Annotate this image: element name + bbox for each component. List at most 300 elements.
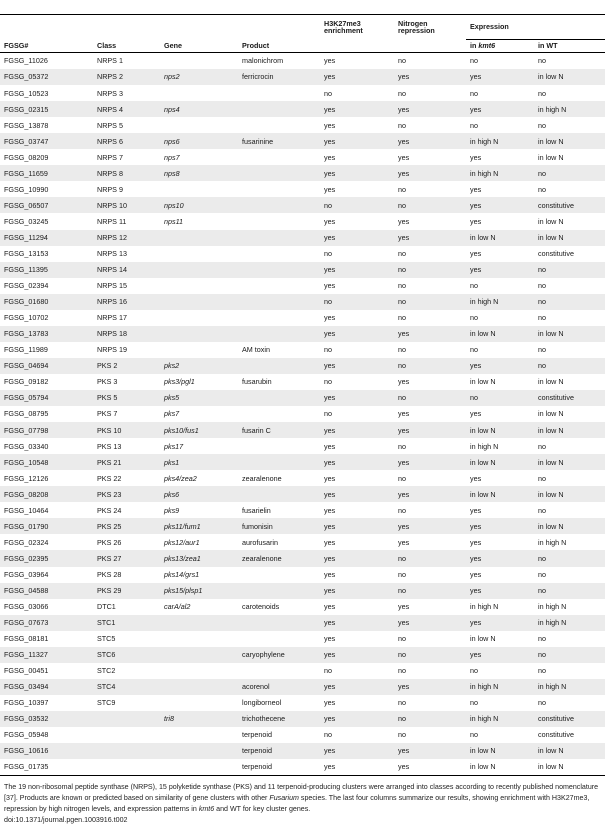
- cell-product: [238, 567, 320, 583]
- cell-product: [238, 85, 320, 101]
- table-row: [0, 326, 605, 342]
- cell-gene: pks10/fus1: [160, 422, 238, 438]
- cell-h3k27me3: no: [324, 345, 332, 355]
- header-expression: Expression: [466, 15, 605, 40]
- cell-expression-wt: in high N: [534, 615, 605, 631]
- cell-class: NRPS 11: [97, 216, 127, 226]
- cell-nitrogen: no: [398, 634, 406, 644]
- cell-h3k27me3: no: [324, 88, 332, 98]
- cell-h3k27me3: no: [324, 409, 332, 419]
- cell-expression-kmt6: yes: [466, 358, 534, 374]
- cell-class: NRPS 17: [97, 313, 127, 323]
- cell-expression-kmt6: in high N: [470, 441, 499, 451]
- cell-gene: carA/al2: [164, 602, 191, 612]
- cell-h3k27me3: yes: [320, 454, 394, 470]
- cell-class: NRPS 14: [93, 262, 160, 278]
- table-row: [0, 663, 605, 679]
- cell-product: [238, 213, 320, 229]
- cell-fgsg: FGSG_03066: [4, 602, 49, 612]
- cell-expression-kmt6: in low N: [466, 759, 534, 776]
- cell-expression-kmt6: in low N: [466, 743, 534, 759]
- cell-expression-kmt6: yes: [466, 583, 534, 599]
- cell-gene: [160, 117, 238, 133]
- table-row: [0, 470, 605, 486]
- cell-gene: pks14/grs1: [164, 569, 200, 579]
- cell-class: PKS 28: [97, 569, 122, 579]
- cell-product: [238, 406, 320, 422]
- cell-class: [93, 727, 160, 743]
- cell-h3k27me3: yes: [320, 583, 394, 599]
- cell-expression-wt: in low N: [538, 216, 564, 226]
- cell-fgsg: FGSG_03494: [0, 679, 93, 695]
- cell-expression-wt: in low N: [534, 69, 605, 85]
- cell-h3k27me3: yes: [320, 647, 394, 663]
- cell-h3k27me3: yes: [320, 69, 394, 85]
- cell-expression-wt: no: [534, 583, 605, 599]
- cell-nitrogen: no: [398, 730, 406, 740]
- cell-fgsg: FGSG_05948: [4, 730, 49, 740]
- cell-class: PKS 2: [93, 358, 160, 374]
- cell-h3k27me3: yes: [324, 634, 336, 644]
- cell-expression-kmt6: yes: [470, 505, 482, 515]
- cell-nitrogen: yes: [394, 101, 466, 117]
- cell-fgsg: FGSG_10548: [0, 454, 93, 470]
- table-row: [0, 518, 605, 534]
- cell-fgsg: FGSG_03340: [4, 441, 49, 451]
- header-in-kmt6: in kmt6: [466, 40, 534, 53]
- cell-fgsg: FGSG_01735: [0, 759, 93, 776]
- cell-expression-wt: in low N: [538, 409, 564, 419]
- cell-expression-kmt6: in low N: [466, 326, 534, 342]
- cell-gene: [160, 262, 238, 278]
- table-row: [0, 278, 605, 294]
- cell-gene: [160, 278, 238, 294]
- cell-expression-kmt6: yes: [470, 409, 482, 419]
- cell-expression-kmt6: yes: [470, 537, 482, 547]
- table-row: [0, 743, 605, 759]
- cell-class: NRPS 6: [93, 133, 160, 149]
- table-row: [0, 583, 605, 599]
- cell-fgsg: FGSG_07673: [0, 615, 93, 631]
- cell-class: [93, 711, 160, 727]
- cell-expression-kmt6: no: [470, 56, 478, 66]
- cell-h3k27me3: no: [324, 248, 332, 258]
- table-row: [0, 438, 605, 454]
- cell-fgsg: FGSG_03964: [4, 569, 49, 579]
- cell-expression-wt: in low N: [534, 326, 605, 342]
- cell-expression-wt: in high N: [534, 101, 605, 117]
- cell-expression-wt: in low N: [534, 743, 605, 759]
- cell-expression-kmt6: yes: [470, 216, 482, 226]
- cell-product: AM toxin: [242, 345, 270, 355]
- cell-product: [238, 486, 320, 502]
- cell-nitrogen: yes: [394, 486, 466, 502]
- table-row: [0, 197, 605, 213]
- cell-h3k27me3: yes: [324, 184, 336, 194]
- cell-h3k27me3: yes: [324, 698, 336, 708]
- cell-nitrogen: no: [394, 390, 466, 406]
- cell-h3k27me3: yes: [320, 759, 394, 776]
- table-row: [0, 149, 605, 165]
- cell-class: NRPS 7: [97, 152, 123, 162]
- cell-class: NRPS 15: [97, 281, 127, 291]
- cell-fgsg: FGSG_08208: [0, 486, 93, 502]
- cell-fgsg: FGSG_05794: [0, 390, 93, 406]
- cell-h3k27me3: yes: [320, 422, 394, 438]
- table-row: [0, 631, 605, 647]
- cell-product: [238, 310, 320, 326]
- cell-expression-kmt6: in low N: [470, 634, 496, 644]
- cell-h3k27me3: yes: [324, 569, 336, 579]
- cell-gene: pks1: [160, 454, 238, 470]
- cell-class: NRPS 19: [97, 345, 127, 355]
- table-row: [0, 69, 605, 85]
- cell-h3k27me3: yes: [320, 101, 394, 117]
- cell-expression-kmt6: in low N: [466, 486, 534, 502]
- cell-class: STC9: [97, 698, 116, 708]
- cell-fgsg: FGSG_11294: [0, 230, 93, 246]
- cell-fgsg: FGSG_04694: [0, 358, 93, 374]
- cell-gene: pks11/fum1: [160, 518, 238, 534]
- cell-nitrogen: yes: [394, 165, 466, 181]
- cell-nitrogen: no: [398, 313, 406, 323]
- table-row: [0, 181, 605, 197]
- table-row: [0, 262, 605, 278]
- cell-fgsg: FGSG_01680: [0, 294, 93, 310]
- table-row: [0, 727, 605, 743]
- table-row: [0, 534, 605, 550]
- cell-fgsg: FGSG_09182: [4, 377, 49, 387]
- cell-expression-kmt6: yes: [466, 69, 534, 85]
- cell-product: fusarubin: [242, 377, 272, 387]
- cell-fgsg: FGSG_03747: [0, 133, 93, 149]
- cell-nitrogen: no: [398, 184, 406, 194]
- cell-expression-kmt6: no: [466, 390, 534, 406]
- cell-product: [238, 165, 320, 181]
- cell-expression-wt: no: [538, 569, 546, 579]
- table-row: [0, 390, 605, 406]
- cell-expression-wt: in low N: [534, 454, 605, 470]
- cell-nitrogen: no: [398, 505, 406, 515]
- cell-expression-kmt6: yes: [470, 569, 482, 579]
- cell-product: aurofusarin: [242, 537, 278, 547]
- cell-gene: [160, 230, 238, 246]
- cell-expression-wt: no: [538, 634, 546, 644]
- cell-h3k27me3: yes: [324, 505, 336, 515]
- cell-fgsg: FGSG_08795: [4, 409, 49, 419]
- cell-gene: [160, 679, 238, 695]
- cell-expression-kmt6: in low N: [466, 422, 534, 438]
- table-row: [0, 406, 605, 422]
- cell-class: STC2: [97, 666, 116, 676]
- cell-class: PKS 23: [93, 486, 160, 502]
- cell-h3k27me3: no: [320, 197, 394, 213]
- cell-product: [238, 615, 320, 631]
- cell-fgsg: FGSG_11989: [4, 345, 48, 355]
- cell-class: [93, 759, 160, 776]
- cell-gene: pks7: [164, 409, 180, 419]
- cell-fgsg: FGSG_00451: [4, 666, 49, 676]
- table-row: [0, 101, 605, 117]
- table-row: [0, 85, 605, 101]
- cell-gene: nps10: [160, 197, 238, 213]
- cell-fgsg: FGSG_11659: [0, 165, 93, 181]
- cell-nitrogen: no: [394, 583, 466, 599]
- cell-product: malonichrom: [242, 56, 284, 66]
- cell-product: fusarinine: [238, 133, 320, 149]
- cell-fgsg: FGSG_11395: [0, 262, 93, 278]
- top-band: [0, 0, 605, 14]
- table-row: [0, 342, 605, 358]
- table-row: [0, 550, 605, 566]
- cell-expression-wt: in low N: [534, 422, 605, 438]
- cell-h3k27me3: yes: [324, 602, 336, 612]
- cell-expression-kmt6: no: [470, 281, 478, 291]
- header-class: Class: [93, 40, 160, 53]
- cell-h3k27me3: no: [324, 377, 332, 387]
- cell-nitrogen: no: [398, 666, 406, 676]
- cell-gene: [160, 631, 238, 647]
- cell-nitrogen: no: [398, 441, 406, 451]
- cell-class: PKS 21: [93, 454, 160, 470]
- cell-class: NRPS 1: [97, 56, 123, 66]
- table-header: [0, 15, 605, 53]
- cell-fgsg: FGSG_08209: [4, 152, 49, 162]
- cell-nitrogen: yes: [394, 69, 466, 85]
- cell-gene: pks13/zea1: [160, 550, 238, 566]
- cell-h3k27me3: yes: [320, 133, 394, 149]
- cell-nitrogen: no: [398, 56, 406, 66]
- table-row: [0, 422, 605, 438]
- cell-h3k27me3: yes: [320, 550, 394, 566]
- cell-expression-kmt6: yes: [466, 615, 534, 631]
- cell-h3k27me3: yes: [324, 56, 336, 66]
- cell-fgsg: FGSG_13783: [0, 326, 93, 342]
- cell-fgsg: FGSG_02324: [4, 537, 49, 547]
- cell-product: fusarin C: [238, 422, 320, 438]
- cell-class: STC5: [97, 634, 116, 644]
- cell-class: NRPS 2: [93, 69, 160, 85]
- cell-fgsg: FGSG_01790: [0, 518, 93, 534]
- cell-class: NRPS 9: [97, 184, 123, 194]
- cell-gene: [160, 615, 238, 631]
- cell-class: NRPS 4: [93, 101, 160, 117]
- cell-fgsg: FGSG_07798: [0, 422, 93, 438]
- cell-nitrogen: yes: [398, 152, 410, 162]
- cell-h3k27me3: yes: [324, 537, 336, 547]
- table-row: [0, 117, 605, 133]
- table-row: [0, 294, 605, 310]
- cell-class: PKS 10: [93, 422, 160, 438]
- cell-class: PKS 22: [97, 473, 122, 483]
- cell-nitrogen: yes: [398, 216, 410, 226]
- cell-expression-wt: no: [534, 165, 605, 181]
- cell-product: [238, 390, 320, 406]
- cell-class: PKS 24: [97, 505, 122, 515]
- cell-h3k27me3: yes: [324, 281, 336, 291]
- cell-h3k27me3: no: [324, 666, 332, 676]
- cell-expression-wt: no: [534, 358, 605, 374]
- cell-h3k27me3: yes: [320, 615, 394, 631]
- cell-gene: nps2: [160, 69, 238, 85]
- cell-expression-kmt6: in high N: [466, 133, 534, 149]
- cell-expression-wt: in low N: [538, 377, 564, 387]
- cell-expression-kmt6: in high N: [466, 679, 534, 695]
- table-row: [0, 246, 605, 262]
- table-body: [0, 53, 605, 776]
- cell-class: NRPS 5: [97, 120, 123, 130]
- cell-gene: nps11: [164, 216, 184, 226]
- cell-h3k27me3: yes: [324, 120, 336, 130]
- cell-nitrogen: yes: [398, 602, 410, 612]
- cell-fgsg: FGSG_02315: [0, 101, 93, 117]
- cell-product: [238, 583, 320, 599]
- cell-class: PKS 29: [93, 583, 160, 599]
- cell-gene: [160, 342, 238, 358]
- cell-class: PKS 3: [97, 377, 118, 387]
- table-row: [0, 213, 605, 229]
- cell-h3k27me3: yes: [320, 165, 394, 181]
- cell-product: [238, 326, 320, 342]
- cell-nitrogen: no: [398, 345, 406, 355]
- cell-h3k27me3: no: [324, 730, 332, 740]
- cell-product: [238, 294, 320, 310]
- cell-fgsg: FGSG_08181: [4, 634, 49, 644]
- cell-class: NRPS 8: [93, 165, 160, 181]
- cell-gene: pks5: [160, 390, 238, 406]
- cell-expression-wt: no: [538, 56, 546, 66]
- cell-gene: [160, 727, 238, 743]
- cell-expression-wt: no: [538, 184, 546, 194]
- cell-expression-kmt6: in low N: [466, 230, 534, 246]
- cell-expression-kmt6: yes: [466, 550, 534, 566]
- cell-expression-wt: no: [538, 281, 546, 291]
- cell-h3k27me3: yes: [324, 441, 336, 451]
- cell-product: [238, 262, 320, 278]
- table-row: [0, 53, 605, 70]
- cell-gene: [160, 759, 238, 776]
- cell-fgsg: FGSG_10616: [0, 743, 93, 759]
- header-nitrogen-repression: Nitrogen repression: [394, 15, 466, 40]
- cell-expression-wt: no: [538, 88, 546, 98]
- cell-fgsg: FGSG_11026: [4, 56, 48, 66]
- cell-h3k27me3: yes: [324, 473, 336, 483]
- cell-nitrogen: no: [394, 711, 466, 727]
- cell-product: [238, 358, 320, 374]
- cell-nitrogen: no: [398, 698, 406, 708]
- cell-fgsg: FGSG_03245: [4, 216, 49, 226]
- cell-expression-wt: in low N: [534, 518, 605, 534]
- cell-product: [238, 454, 320, 470]
- cell-expression-wt: no: [538, 313, 546, 323]
- cell-expression-wt: in low N: [534, 230, 605, 246]
- cell-expression-wt: in low N: [534, 133, 605, 149]
- cell-expression-wt: no: [538, 441, 546, 451]
- cell-class: PKS 13: [97, 441, 122, 451]
- table-row: [0, 759, 605, 776]
- cell-gene: pks17: [164, 441, 184, 451]
- table-row: [0, 502, 605, 518]
- cell-class: NRPS 3: [97, 88, 123, 98]
- cell-product: zearalenone: [238, 550, 320, 566]
- cell-expression-kmt6: yes: [466, 262, 534, 278]
- cell-product: [238, 101, 320, 117]
- cell-fgsg: FGSG_10464: [4, 505, 49, 515]
- cell-expression-kmt6: in high N: [466, 165, 534, 181]
- cell-class: STC6: [93, 647, 160, 663]
- cell-expression-wt: no: [534, 647, 605, 663]
- table-row: [0, 711, 605, 727]
- cell-expression-wt: in low N: [534, 486, 605, 502]
- cell-expression-kmt6: yes: [470, 152, 482, 162]
- cell-expression-kmt6: yes: [470, 184, 482, 194]
- caption-doi: doi:10.1371/journal.pgen.1003916.t002: [4, 816, 128, 825]
- cell-gene: pks15/plsp1: [160, 583, 238, 599]
- header-fgsg: FGSG#: [0, 40, 93, 53]
- cell-product: caryophylene: [238, 647, 320, 663]
- cell-expression-wt: constitutive: [538, 730, 574, 740]
- cell-expression-wt: no: [538, 120, 546, 130]
- cell-nitrogen: yes: [394, 518, 466, 534]
- table-row: [0, 647, 605, 663]
- cell-expression-kmt6: yes: [466, 518, 534, 534]
- cell-nitrogen: yes: [394, 743, 466, 759]
- cell-class: PKS 27: [93, 550, 160, 566]
- cell-h3k27me3: yes: [320, 390, 394, 406]
- cell-expression-kmt6: yes: [470, 473, 482, 483]
- table-row: [0, 230, 605, 246]
- cell-nitrogen: yes: [398, 409, 410, 419]
- cell-nitrogen: yes: [394, 759, 466, 776]
- cell-expression-wt: constitutive: [538, 248, 574, 258]
- cell-nitrogen: no: [394, 262, 466, 278]
- cell-gene: [160, 647, 238, 663]
- cell-gene: nps4: [160, 101, 238, 117]
- cell-fgsg: FGSG_04588: [0, 583, 93, 599]
- cell-expression-wt: no: [538, 666, 546, 676]
- cell-product: terpenoid: [238, 743, 320, 759]
- cell-nitrogen: no: [394, 197, 466, 213]
- cell-h3k27me3: yes: [320, 230, 394, 246]
- cell-gene: [160, 246, 238, 262]
- cell-expression-kmt6: yes: [466, 101, 534, 117]
- cell-product: terpenoid: [238, 759, 320, 776]
- cell-nitrogen: yes: [394, 326, 466, 342]
- cell-h3k27me3: yes: [320, 358, 394, 374]
- cell-gene: [160, 85, 238, 101]
- cell-class: PKS 25: [93, 518, 160, 534]
- cell-class: NRPS 13: [97, 248, 127, 258]
- cell-product: [238, 246, 320, 262]
- cell-nitrogen: no: [394, 358, 466, 374]
- cell-class: STC1: [93, 615, 160, 631]
- cell-product: [238, 438, 320, 454]
- cell-gene: [160, 743, 238, 759]
- cell-class: PKS 26: [97, 537, 122, 547]
- cell-expression-kmt6: yes: [466, 197, 534, 213]
- cell-expression-kmt6: in high N: [466, 294, 534, 310]
- cell-gene: tri8: [160, 711, 238, 727]
- cell-nitrogen: no: [394, 550, 466, 566]
- cell-fgsg: FGSG_05372: [0, 69, 93, 85]
- header-in-wt: in WT: [534, 40, 605, 53]
- cell-fgsg: FGSG_06507: [0, 197, 93, 213]
- cell-nitrogen: yes: [394, 615, 466, 631]
- cell-expression-wt: no: [534, 550, 605, 566]
- cell-nitrogen: no: [398, 281, 406, 291]
- cell-product: [238, 181, 320, 197]
- cell-h3k27me3: yes: [320, 518, 394, 534]
